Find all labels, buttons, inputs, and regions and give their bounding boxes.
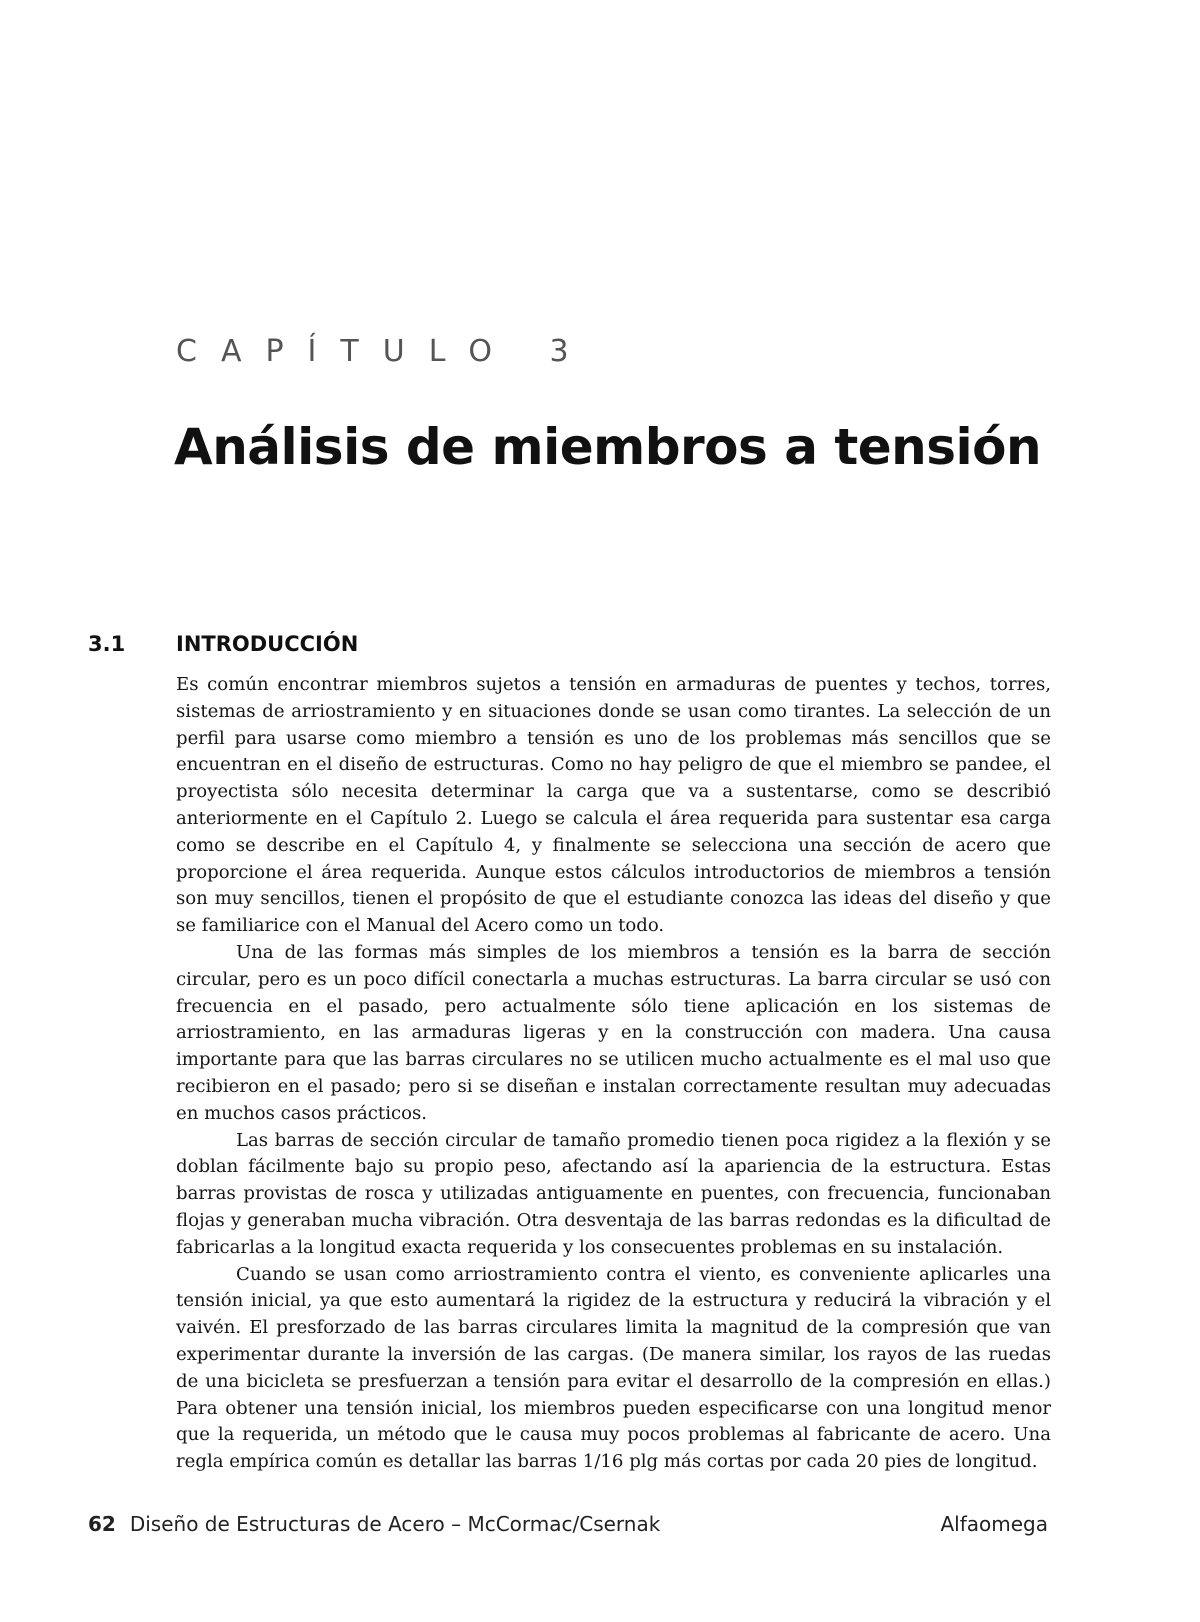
paragraph: Cuando se usan como arriostramiento contra el viento, es conveniente aplicarles una tensión inicial, ya que esto aumentará la rigidez de la estructura y reducirá la vibración y el vaivén. El presforzado de las barras circulares limita la magnitud de la compresión que van experimentar durante la inversión de las cargas. (De manera similar, los rayos de las ruedas de una bicicleta se presfuerzan a tensión para evitar el desarrollo de la compresión en ellas.) Para obtener una tensión inicial, los miembros pueden especificarse con una longitud menor que la requerida, un método que le causa muy pocos problemas al fabricante de acero. Una regla empírica común es detallar las barras 1/16 plg más cortas por cada 20 pies de longitud. <box>176 1263 1051 1473</box>
footer-left <box>88 1512 660 1536</box>
section-number: 3.1 <box>88 632 126 656</box>
publisher: Alfaomega <box>940 1512 1048 1536</box>
paragraph: Una de las formas más simples de los miembros a tensión es la barra de sección circular, pero es un poco difícil conectarla a muchas estructuras. La barra circular se usó con frecuencia en el pasado, pero actualmente sólo tiene aplicación en los sistemas de arriostramiento, en las armaduras ligeras y en la construcción con madera. Una causa importante para que las barras circulares no se utilicen mucho actualmente es el mal uso que recibieron en el pasado; pero si se diseñan e instalan correctamente resultan muy adecuadas en muchos casos prácticos. <box>176 941 1051 1124</box>
chapter-title: Análisis de miembros a tensión <box>174 418 1042 476</box>
body-text <box>176 672 1051 1476</box>
page-number: 62 <box>88 1512 116 1536</box>
chapter-label: CAPÍTULO 3 <box>176 334 593 369</box>
paragraph: Las barras de sección circular de tamaño promedio tienen poca rigidez a la flexión y se doblan fácilmente bajo su propio peso, afectando así la apariencia de la estructura. Estas barras provistas de rosca y utilizadas antiguamente en puentes, con frecuencia, funcionaban flojas y generaban mucha vibración. Otra desventaja de las barras redondas es la dificultad de fabricarlas a la longitud exacta requerida y los consecuentes problemas en su instalación. <box>176 1129 1051 1258</box>
book-title: Diseño de Estructuras de Acero – McCormac/Csernak <box>129 1512 661 1536</box>
section-title: INTRODUCCIÓN <box>176 632 359 656</box>
paragraph: Es común encontrar miembros sujetos a tensión en armaduras de puentes y techos, torres, sistemas de arriostramiento y en situaciones donde se usan como tirantes. La selección de un perfil para usarse como miembro a tensión es uno de los problemas más sencillos que se encuentran en el diseño de estructuras. Como no hay peligro de que el miembro se pandee, el proyectista sólo necesita determinar la carga que va a sustentarse, como se describió anteriormente en el Capítulo 2. Luego se calcula el área requerida para sustentar esa carga como se describe en el Capítulo 4, y finalmente se selecciona una sección de acero que proporcione el área requerida. Aunque estos cálculos introductorios de miembros a tensión son muy sencillos, tienen el propósito de que el estudiante conozca las ideas del diseño y que se familiarice con el Manual del Acero como un todo. <box>176 674 1051 937</box>
